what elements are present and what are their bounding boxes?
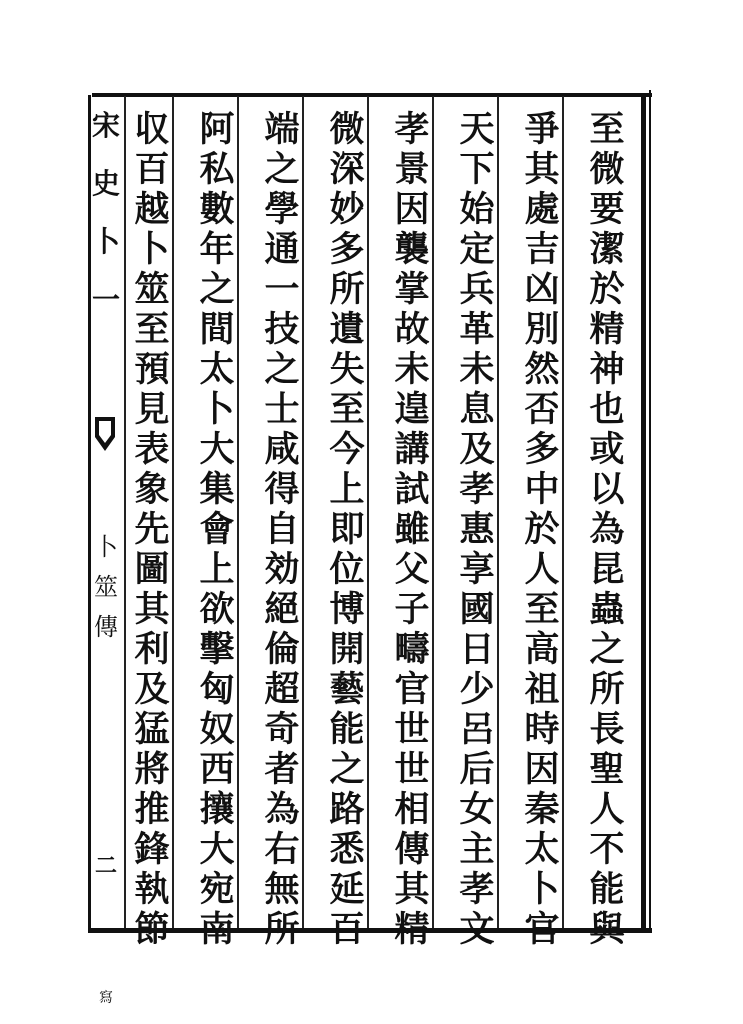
banxin-title: [91, 97, 121, 329]
character: 百: [134, 149, 170, 190]
character: 之: [589, 629, 625, 670]
character: 大: [199, 829, 235, 870]
character: 倫: [264, 629, 300, 670]
character: 大: [199, 429, 235, 470]
character: 一: [264, 269, 300, 310]
character: 即: [329, 509, 365, 550]
character: 故: [394, 309, 430, 350]
character: 惠: [459, 509, 495, 550]
character: 將: [134, 749, 170, 790]
character: 上: [199, 549, 235, 590]
character: 秦: [524, 789, 560, 830]
character: 人: [589, 789, 625, 830]
banxin-section-char: 卜: [94, 533, 118, 561]
text-column-6: [257, 109, 307, 950]
character: 先: [134, 509, 170, 550]
character: 奴: [199, 709, 235, 750]
character: 執: [134, 869, 170, 910]
character: 會: [199, 509, 235, 550]
character: 無: [264, 869, 300, 910]
character: 未: [459, 349, 495, 390]
character: 為: [264, 789, 300, 830]
character: 見: [134, 389, 170, 430]
character: 阿: [199, 109, 235, 150]
character: 之: [199, 269, 235, 310]
banxin-title-char: 宋: [91, 109, 120, 142]
fishtail-icon: [93, 415, 117, 455]
character: 遺: [329, 309, 365, 350]
character: 間: [199, 309, 235, 350]
character: 西: [199, 749, 235, 790]
character: 精: [589, 309, 625, 350]
character: 太: [199, 349, 235, 390]
character: 要: [589, 189, 625, 230]
character: 始: [459, 189, 495, 230]
character: 少: [459, 669, 495, 710]
banxin-margin: [91, 97, 121, 1006]
character: 蟲: [589, 589, 625, 630]
character: 集: [199, 469, 235, 510]
character: 掌: [394, 269, 430, 310]
character: 然: [524, 349, 560, 390]
character: 預: [134, 349, 170, 390]
character: 因: [394, 189, 430, 230]
character: 所: [329, 269, 365, 310]
character: 攘: [199, 789, 235, 830]
character: 宛: [199, 869, 235, 910]
character: 欲: [199, 589, 235, 630]
character: 中: [524, 469, 560, 510]
character: 其: [134, 589, 170, 630]
character: 其: [524, 149, 560, 190]
character: 以: [589, 469, 625, 510]
character: 収: [134, 109, 170, 150]
character: 私: [199, 149, 235, 190]
column-rule: [124, 96, 126, 928]
character: 其: [394, 869, 430, 910]
character: 士: [264, 389, 300, 430]
character: 爭: [524, 109, 560, 150]
character: 試: [394, 469, 430, 510]
character: 講: [394, 429, 430, 470]
character: 精: [394, 909, 430, 950]
character: 孝: [394, 109, 430, 150]
character: 父: [394, 549, 430, 590]
character: 享: [459, 549, 495, 590]
character: 長: [589, 709, 625, 750]
banxin-section-char: 筮: [94, 573, 118, 601]
character: 自: [264, 509, 300, 550]
character: 藝: [329, 669, 365, 710]
character: 卜: [134, 229, 170, 270]
banxin-section-char: 傳: [94, 613, 118, 641]
character: 多: [329, 229, 365, 270]
character: 博: [329, 589, 365, 630]
character: 子: [394, 589, 430, 630]
character: 節: [134, 909, 170, 950]
character: 圖: [134, 549, 170, 590]
character: 學: [264, 189, 300, 230]
character: 數: [199, 189, 235, 230]
character: 孝: [459, 869, 495, 910]
character: 延: [329, 869, 365, 910]
character: 上: [329, 469, 365, 510]
character: 匈: [199, 669, 235, 710]
character: 不: [589, 829, 625, 870]
character: 所: [264, 909, 300, 950]
character: 至: [134, 309, 170, 350]
character: 卜: [524, 869, 560, 910]
text-column-4: [387, 109, 437, 950]
character: 呂: [459, 709, 495, 750]
character: 兵: [459, 269, 495, 310]
character: 未: [394, 349, 430, 390]
character: 聖: [589, 749, 625, 790]
character: 右: [264, 829, 300, 870]
banxin-title-char: 史: [91, 167, 120, 200]
text-column-3: [452, 109, 502, 950]
character: 妙: [329, 189, 365, 230]
character: 國: [459, 589, 495, 630]
character: 及: [459, 429, 495, 470]
character: 能: [589, 869, 625, 910]
text-column-2: [517, 109, 567, 950]
character: 推: [134, 789, 170, 830]
character: 景: [394, 149, 430, 190]
character: 之: [264, 149, 300, 190]
character: 潔: [589, 229, 625, 270]
character: 得: [264, 469, 300, 510]
character: 息: [459, 389, 495, 430]
character: 處: [524, 189, 560, 230]
character: 孝: [459, 469, 495, 510]
character: 悉: [329, 829, 365, 870]
character: 相: [394, 789, 430, 830]
character: 百: [329, 909, 365, 950]
character: 因: [524, 749, 560, 790]
frame-right-border: [641, 93, 646, 933]
character: 昆: [589, 549, 625, 590]
character: 定: [459, 229, 495, 270]
banxin-page-number: 二: [94, 853, 117, 879]
character: 南: [199, 909, 235, 950]
character: 越: [134, 189, 170, 230]
text-column-7: [192, 109, 242, 950]
character: 祖: [524, 669, 560, 710]
character: 於: [524, 509, 560, 550]
character: 表: [134, 429, 170, 470]
frame-right-outer-border: [649, 90, 651, 933]
character: 至: [589, 109, 625, 150]
character: 太: [524, 829, 560, 870]
character: 深: [329, 149, 365, 190]
character: 猛: [134, 709, 170, 750]
character: 今: [329, 429, 365, 470]
banxin-corner-mark: 寫: [99, 990, 113, 1006]
character: 位: [329, 549, 365, 590]
character: 至: [524, 589, 560, 630]
character: 別: [524, 309, 560, 350]
character: 世: [394, 749, 430, 790]
character: 雖: [394, 509, 430, 550]
character: 女: [459, 789, 495, 830]
character: 失: [329, 349, 365, 390]
character: 奇: [264, 709, 300, 750]
character: 后: [459, 749, 495, 790]
text-column-1: [582, 109, 632, 950]
character: 鋒: [134, 829, 170, 870]
character: 咸: [264, 429, 300, 470]
character: 効: [264, 549, 300, 590]
character: 端: [264, 109, 300, 150]
character: 擊: [199, 629, 235, 670]
character: 革: [459, 309, 495, 350]
character: 超: [264, 669, 300, 710]
character: 日: [459, 629, 495, 670]
character: 象: [134, 469, 170, 510]
character: 凶: [524, 269, 560, 310]
character: 下: [459, 149, 495, 190]
character: 能: [329, 709, 365, 750]
character: 或: [589, 429, 625, 470]
character: 之: [329, 749, 365, 790]
character: 者: [264, 749, 300, 790]
character: 傳: [394, 829, 430, 870]
character: 世: [394, 709, 430, 750]
character: 通: [264, 229, 300, 270]
character: 疇: [394, 629, 430, 670]
character: 高: [524, 629, 560, 670]
character: 人: [524, 549, 560, 590]
banxin-title-char: 一: [91, 283, 120, 316]
character: 吉: [524, 229, 560, 270]
character: 天: [459, 109, 495, 150]
character: 微: [329, 109, 365, 150]
text-column-5: [322, 109, 372, 950]
character: 官: [524, 909, 560, 950]
character: 路: [329, 789, 365, 830]
character: 所: [589, 669, 625, 710]
character: 及: [134, 669, 170, 710]
character: 文: [459, 909, 495, 950]
character: 與: [589, 909, 625, 950]
character: 否: [524, 389, 560, 430]
character: 開: [329, 629, 365, 670]
character: 遑: [394, 389, 430, 430]
text-column-8: [127, 109, 177, 950]
character: 年: [199, 229, 235, 270]
character: 絕: [264, 589, 300, 630]
character: 之: [264, 349, 300, 390]
character: 微: [589, 149, 625, 190]
character: 官: [394, 669, 430, 710]
character: 時: [524, 709, 560, 750]
character: 主: [459, 829, 495, 870]
character: 襲: [394, 229, 430, 270]
character: 技: [264, 309, 300, 350]
character: 也: [589, 389, 625, 430]
character: 筮: [134, 269, 170, 310]
character: 為: [589, 509, 625, 550]
character: 多: [524, 429, 560, 470]
banxin-title-char: 卜: [91, 225, 120, 258]
frame-top-border: [92, 93, 652, 97]
character: 神: [589, 349, 625, 390]
character: 於: [589, 269, 625, 310]
character: 卜: [199, 389, 235, 430]
character: 利: [134, 629, 170, 670]
character: 至: [329, 389, 365, 430]
banxin-section: [91, 527, 121, 647]
